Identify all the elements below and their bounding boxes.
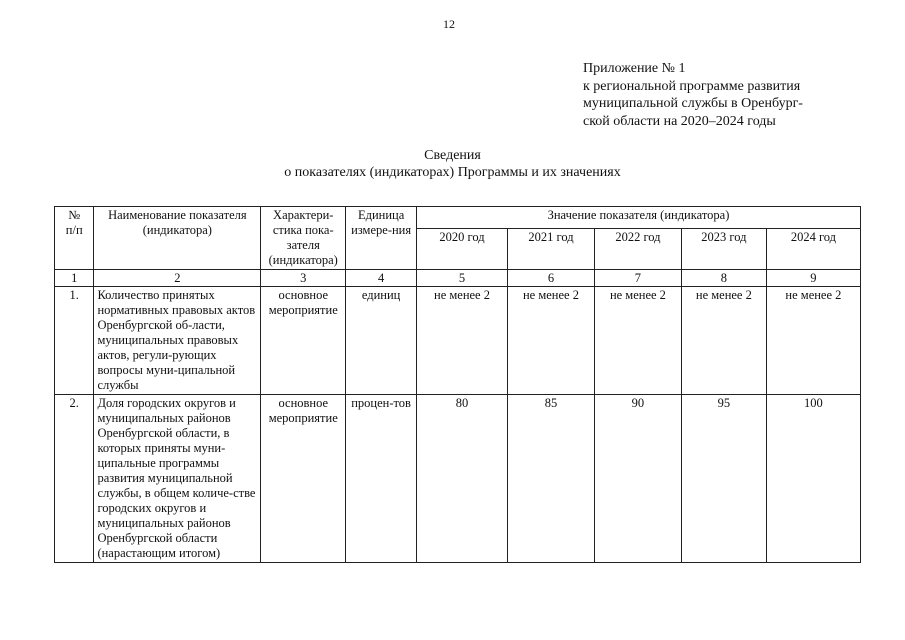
indicators-table [54,206,861,563]
header-name: Наименование показателя (индикатора) [94,207,261,270]
header-year: 2021 год [508,229,595,270]
indicator-value: не менее 2 [508,287,595,395]
column-number: 3 [261,270,346,287]
indicator-characteristic: основное мероприятие [261,395,346,563]
column-number: 2 [94,270,261,287]
header-row [55,207,861,229]
column-number: 9 [766,270,860,287]
header-year: 2022 год [594,229,681,270]
indicator-characteristic: основное мероприятие [261,287,346,395]
document-subtitle: о показателях (индикаторах) Программы и их значениях [284,165,621,180]
column-number: 5 [417,270,508,287]
header-unit: Единица измере-ния [346,207,417,270]
appendix-line: Приложение № 1 [583,61,686,76]
indicator-value: не менее 2 [766,287,860,395]
indicator-name: Доля городских округов и муниципальных районов Оренбургской области, в которых приняты муни-ципальные программы развития муниципальной службы, в общем количе-стве городских округов и муниципальных районов Оренбургской области (нарастающим итогом) [94,395,261,563]
indicator-value: 95 [681,395,766,563]
appendix-line: муниципальной службы в Оренбург- [583,96,803,111]
appendix-line: ской области на 2020–2024 годы [583,113,776,129]
header-characteristic: Характери-стика пока-зателя (индикатора) [261,207,346,270]
column-number: 6 [508,270,595,287]
appendix-header [583,60,803,130]
indicator-value: не менее 2 [417,287,508,395]
header-year: 2024 год [766,229,860,270]
indicator-value: 80 [417,395,508,563]
indicator-value: не менее 2 [681,287,766,395]
header-value-group: Значение показателя (индикатора) [417,207,861,229]
indicator-name: Количество принятых нормативных правовых актов Оренбургской об-ласти, муниципальных правовых актов, регули-рующих вопросы муни-ципальной службы [94,287,261,395]
indicator-unit: процен-тов [346,395,417,563]
column-number: 8 [681,270,766,287]
header-year: 2023 год [681,229,766,270]
row-number: 1. [55,287,94,395]
document-title: Сведения [424,148,481,163]
header-num-line: п/п [65,223,83,237]
column-number: 4 [346,270,417,287]
indicator-value: 85 [508,395,595,563]
page-number: 12 [443,17,455,31]
header-year: 2020 год [417,229,508,270]
indicator-value: 100 [766,395,860,563]
column-number: 1 [55,270,94,287]
column-number-row [55,270,861,287]
indicator-unit: единиц [346,287,417,395]
table-row [55,395,861,563]
appendix-line: к региональной программе развития [583,78,801,94]
column-number: 7 [594,270,681,287]
indicator-value: не менее 2 [594,287,681,395]
indicator-value: 90 [594,395,681,563]
header-num [55,207,94,270]
header-num-line: № [68,208,81,222]
row-number: 2. [55,395,94,563]
table-row [55,287,861,395]
